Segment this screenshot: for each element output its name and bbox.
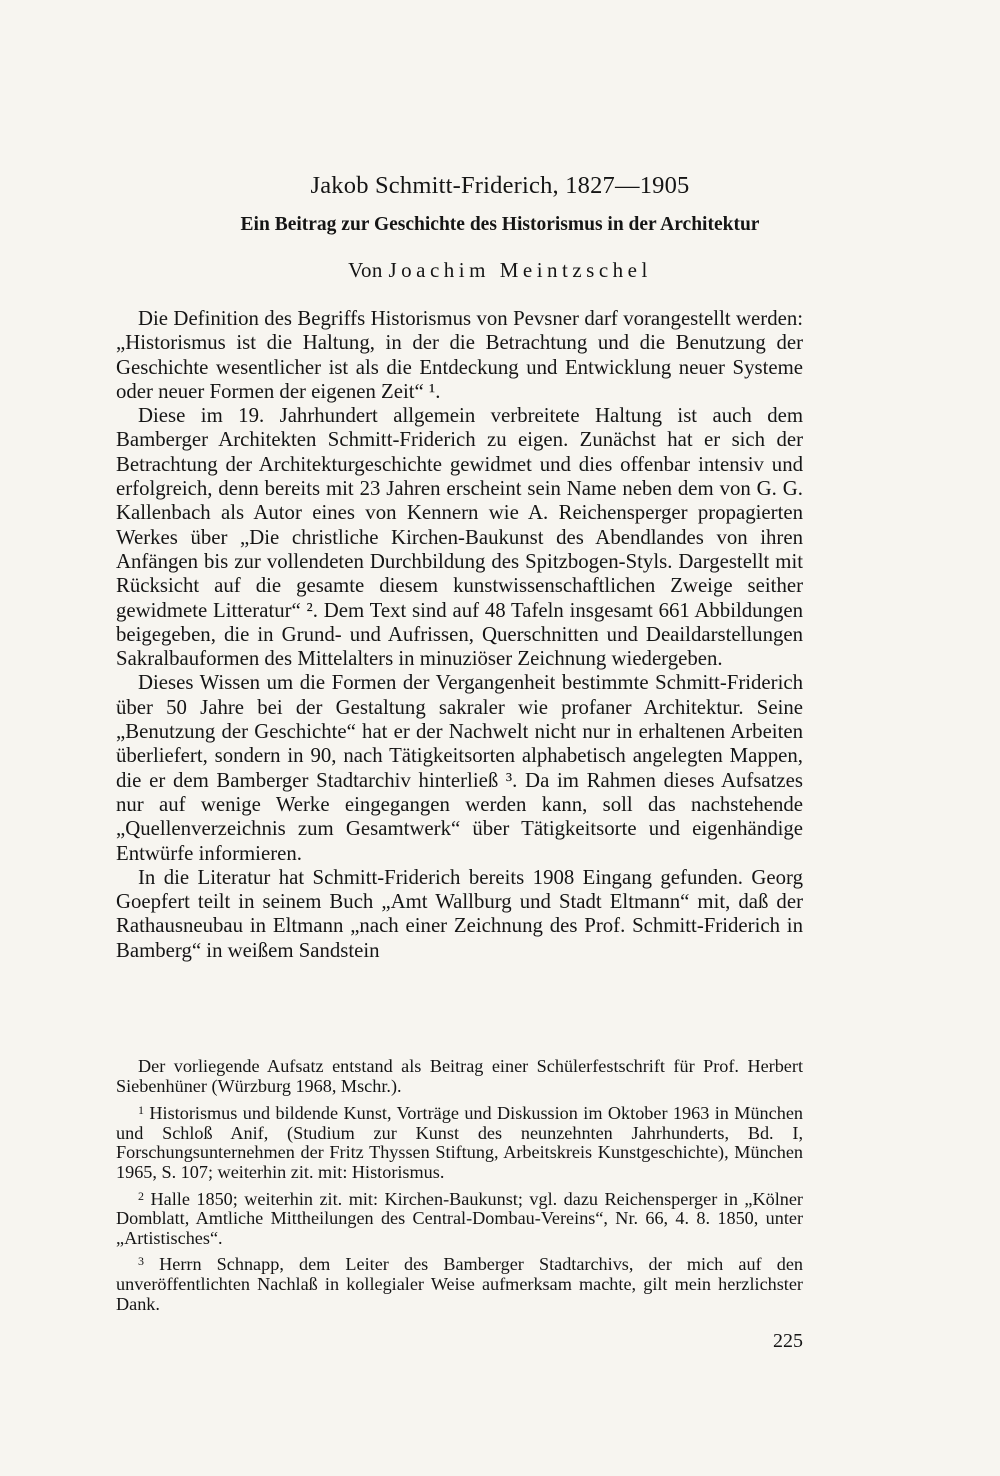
footnote-mark: 3 <box>138 1254 144 1269</box>
paragraph-4: In die Literatur hat Schmitt-Friderich bereits 1908 Eingang gefunden. Georg Goepfert teilt in seinem Buch „Amt Wallburg und Stadt Eltmann“ mit, daß der Rathausneubau in Eltmann „nach einer Zeichnung des Prof. Schmitt-Friderich in Bamberg“ in weißem Sandstein <box>116 865 803 962</box>
footnote-2 <box>116 1187 803 1249</box>
footnote-mark: 2 <box>138 1188 144 1203</box>
paragraph-3: Dieses Wissen um die Formen der Vergangenheit bestimmte Schmitt-Friderich über 50 Jahre bei der Gestaltung sakraler wie profaner Architektur. Seine „Benutzung der Geschichte“ hat er der Nachwelt nicht nur in erhaltenen Arbeiten überliefert, sondern in 90, nach Tätigkeitsorten alphabetisch angelegten Mappen, die er dem Bamberger Stadtarchiv hinterließ ³. Da im Rahmen dieses Aufsatzes nur auf wenige Werke eingegangen werden kann, soll das nachstehende „Quellenverzeichnis zum Gesamtwerk“ über Tätigkeitsorte und eigenhändige Entwürfe informieren. <box>116 671 803 865</box>
article-subtitle: Ein Beitrag zur Geschichte des Historismus in der Architektur <box>240 214 760 235</box>
author-line <box>0 258 1000 283</box>
body-text <box>116 307 803 963</box>
footnotes <box>116 1057 803 1318</box>
footnote-mark: 1 <box>138 1103 144 1118</box>
footnote-text: Halle 1850; weiterhin zit. mit: Kirchen-Baukunst; vgl. dazu Reichensperger in „Kölner Domblatt, Amtliche Mittheilungen des Central-Dombau-Vereins“, Nr. 66, 4. 8. 1850, unter „Artistisches“. <box>116 1188 803 1248</box>
article-title: Jakob Schmitt-Friderich, 1827—1905 <box>310 172 690 199</box>
footnote-3 <box>116 1252 803 1314</box>
footnote-1 <box>116 1101 803 1182</box>
footnote-text: Herrn Schnapp, dem Leiter des Bamberger Stadtarchivs, der mich auf den unveröffentlichten Nachlaß in kollegialer Weise aufmerksam machte, gilt mein herzlichster Dank. <box>116 1254 803 1314</box>
paragraph-2: Diese im 19. Jahrhundert allgemein verbreitete Haltung ist auch dem Bamberger Architekten Schmitt-Friderich zu eigen. Zunächst hat er sich der Betrachtung der Architekturgeschichte gewidmet und dies offenbar intensiv und erfolgreich, denn bereits mit 23 Jahren erscheint sein Name neben dem von G. G. Kallenbach als Autor eines von Kennern wie A. Reichensperger propagierten Werkes über „Die christliche Kirchen-Baukunst des Abendlandes von ihren Anfängen bis zur vollendeten Durchbildung des Spitzbogen-Styls. Dargestellt mit Rücksicht auf die gesamte diesem kunstwissenschaftlichen Zweige seither gewidmete Litteratur“ ². Dem Text sind auf 48 Tafeln insgesamt 661 Abbildungen beigegeben, die in Grund- und Aufrissen, Querschnitten und Deaildarstellungen Sakralbauformen des Mittelalters in minuziöser Zeichnung wiedergeben. <box>116 404 803 671</box>
footnote-text: Historismus und bildende Kunst, Vorträge und Diskussion im Oktober 1963 in München und Schloß Anif, (Studium zur Kunst des neunzehnten Jahrhunderts, Bd. I, Forschungsunternehmen der Fritz Thyssen Stiftung, Arbeitskreis Kunstgeschichte), München 1965, S. 107; weiterhin zit. mit: Historismus. <box>116 1103 803 1182</box>
page-number: 225 <box>773 1330 803 1352</box>
author-prefix: Von <box>348 258 383 282</box>
author-name: Joachim Meintzschel <box>388 258 652 282</box>
footnote-intro: Der vorliegende Aufsatz entstand als Beitrag einer Schülerfestschrift für Prof. Herbert Siebenhüner (Würzburg 1968, Mschr.). <box>116 1056 803 1096</box>
paragraph-1: Die Definition des Begriffs Historismus von Pevsner darf vorangestellt werden: „Historismus ist die Haltung, in der die Betrachtung und die Benutzung der Geschichte wesentlicher ist als die Entdeckung und Entwicklung neuer Systeme oder neuer Formen der eigenen Zeit“ ¹. <box>116 307 803 403</box>
